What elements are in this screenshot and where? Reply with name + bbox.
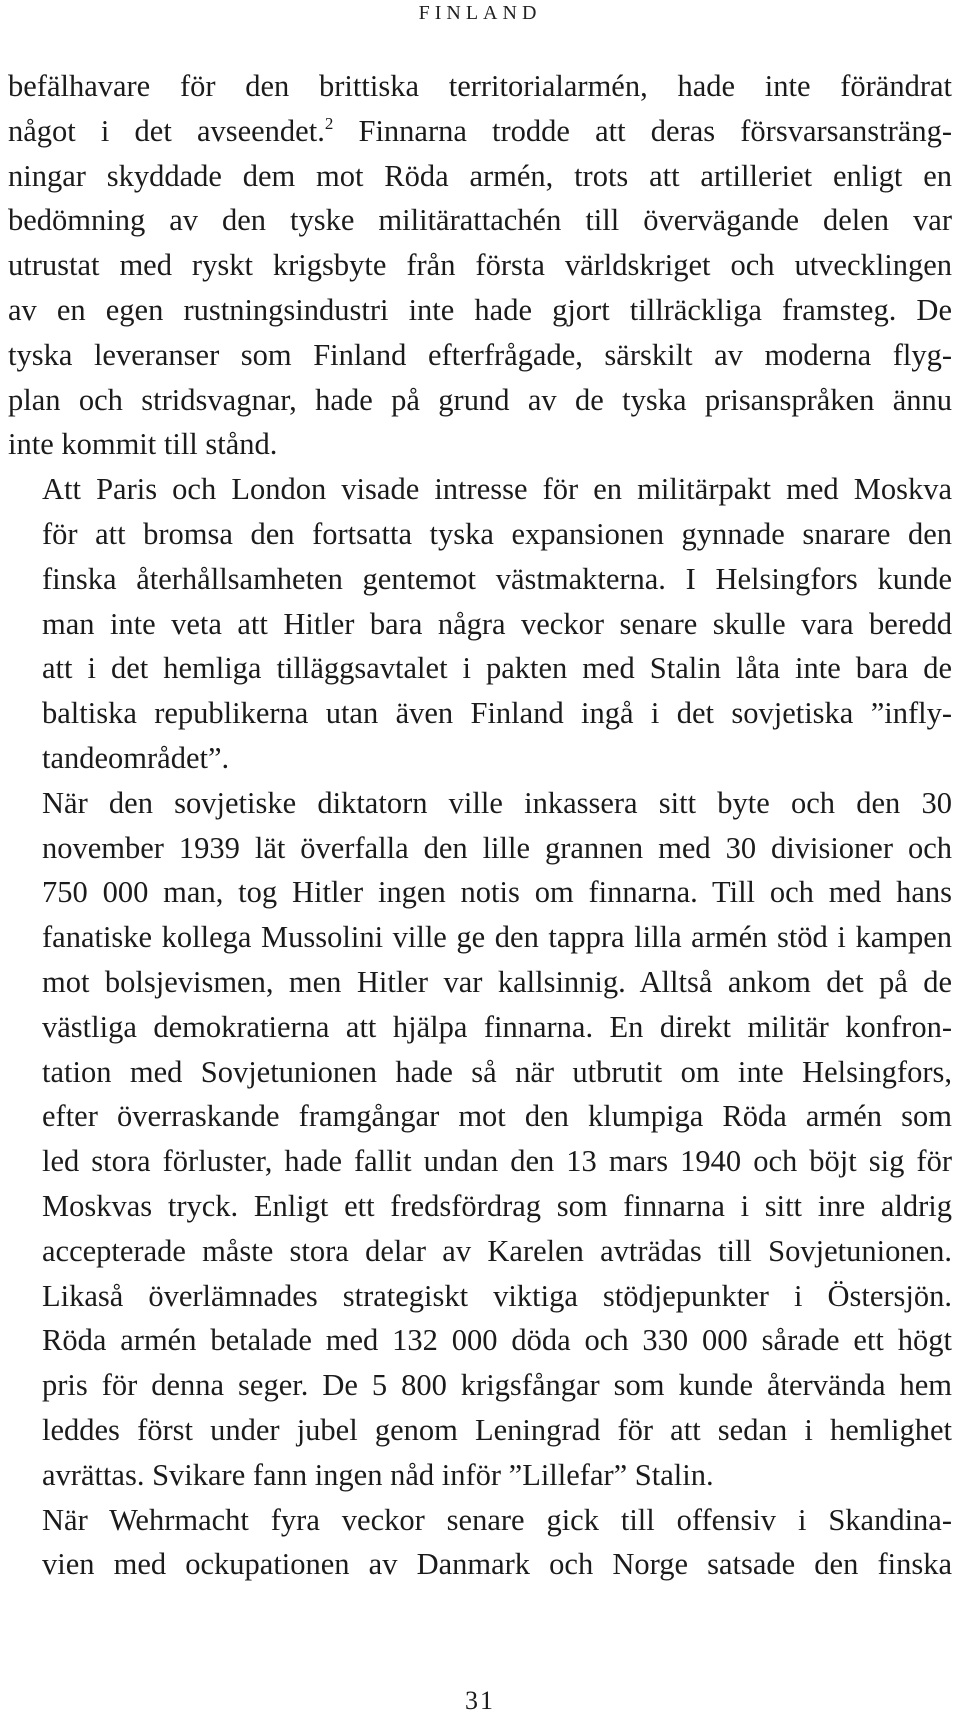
text-line: Moskvas tryck. Enligt ett fredsfördrag som finnarna i sitt inre aldrig	[42, 1188, 952, 1223]
text-line: för att bromsa den fortsatta tyska expansionen gynnade snarare den	[42, 516, 952, 551]
text-run: något i det avseendet.	[8, 113, 325, 148]
text-line: leddes först under jubel genom Leningrad för att sedan i hemlighet	[42, 1412, 952, 1447]
text-line: led stora förluster, hade fallit undan den 13 mars 1940 och böjt sig för	[42, 1144, 952, 1179]
text-line: av en egen rustningsindustri inte hade gjort tillräckliga framsteg. De	[8, 292, 952, 327]
text-line: Röda armén betalade med 132 000 döda och 330 000 sårade ett högt	[42, 1323, 952, 1358]
text-line: fanatiske kollega Mussolini ville ge den tappra lilla armén stöd i kampen	[42, 920, 952, 955]
text-line: befälhavare för den brittiska territorialarmén, hade inte förändrat	[8, 69, 952, 103]
text-line: tation med Sovjetunionen hade så när utbrutit om inte Helsingfors,	[42, 1054, 952, 1089]
text-line: västliga demokratierna att hjälpa finnarna. En direkt militär konfron-	[42, 1009, 952, 1044]
text-line: efter överraskande framgångar mot den klumpiga Röda armén som	[42, 1099, 952, 1134]
paragraph	[8, 781, 952, 1498]
running-head: FINLAND	[418, 2, 542, 24]
text-line: inte kommit till stånd.	[8, 427, 278, 462]
text-line: tandeområdet”.	[42, 740, 230, 775]
paragraph	[8, 1498, 952, 1588]
text-line: vien med ockupationen av Danmark och Norge satsade den finska	[42, 1547, 952, 1582]
text-line: plan och stridsvagnar, hade på grund av de tyska prisanspråken ännu	[8, 382, 952, 417]
text-line: finska återhållsamheten gentemot västmakterna. I Helsingfors kunde	[42, 561, 952, 596]
text-line: ningar skyddade dem mot Röda armén, trots att artilleriet enligt en	[8, 158, 952, 193]
text-line: pris för denna seger. De 5 800 krigsfångar som kunde återvända hem	[42, 1368, 952, 1403]
text-line: avrättas. Svikare fann ingen nåd inför ”Lillefar” Stalin.	[42, 1457, 714, 1492]
text-line: När Wehrmacht fyra veckor senare gick till offensiv i Skandina-	[42, 1502, 952, 1537]
text-line: 750 000 man, tog Hitler ingen notis om finnarna. Till och med hans	[42, 875, 952, 910]
text-line: baltiska republikerna utan även Finland ingå i det sovjetiska ”infly-	[42, 696, 952, 731]
text-line: utrustat med ryskt krigsbyte från första världskriget och utvecklingen	[8, 248, 952, 283]
text-line: När den sovjetiske diktatorn ville inkassera sitt byte och den 30	[42, 785, 952, 820]
text-run: Finnarna trodde att deras försvarsansträng-	[333, 113, 952, 148]
paragraph	[8, 467, 952, 781]
text-line: Likaså överlämnades strategiskt viktiga stödjepunkter i Östersjön.	[42, 1278, 952, 1313]
text-line: Att Paris och London visade intresse för en militärpakt med Moskva	[42, 472, 952, 507]
body-text	[8, 64, 952, 1587]
text-line: man inte veta att Hitler bara några veckor senare skulle vara beredd	[42, 606, 952, 641]
text-line: tyska leveranser som Finland efterfrågade, särskilt av moderna flyg-	[8, 337, 952, 372]
text-line: accepterade måste stora delar av Karelen avträdas till Sovjetunionen.	[42, 1233, 952, 1268]
footnote-marker[interactable]: 2	[324, 113, 334, 133]
text-line: bedömning av den tyske militärattachén till övervägande delen var	[8, 203, 952, 238]
text-line: mot bolsjevismen, men Hitler var kallsinnig. Alltså ankom det på de	[42, 964, 952, 999]
paragraph	[8, 64, 952, 467]
text-line: november 1939 lät överfalla den lille grannen med 30 divisioner och	[42, 830, 952, 865]
text-line	[8, 109, 952, 154]
text-line: att i det hemliga tilläggsavtalet i pakten med Stalin låta inte bara de	[42, 651, 952, 686]
page-number: 31	[465, 1686, 495, 1715]
